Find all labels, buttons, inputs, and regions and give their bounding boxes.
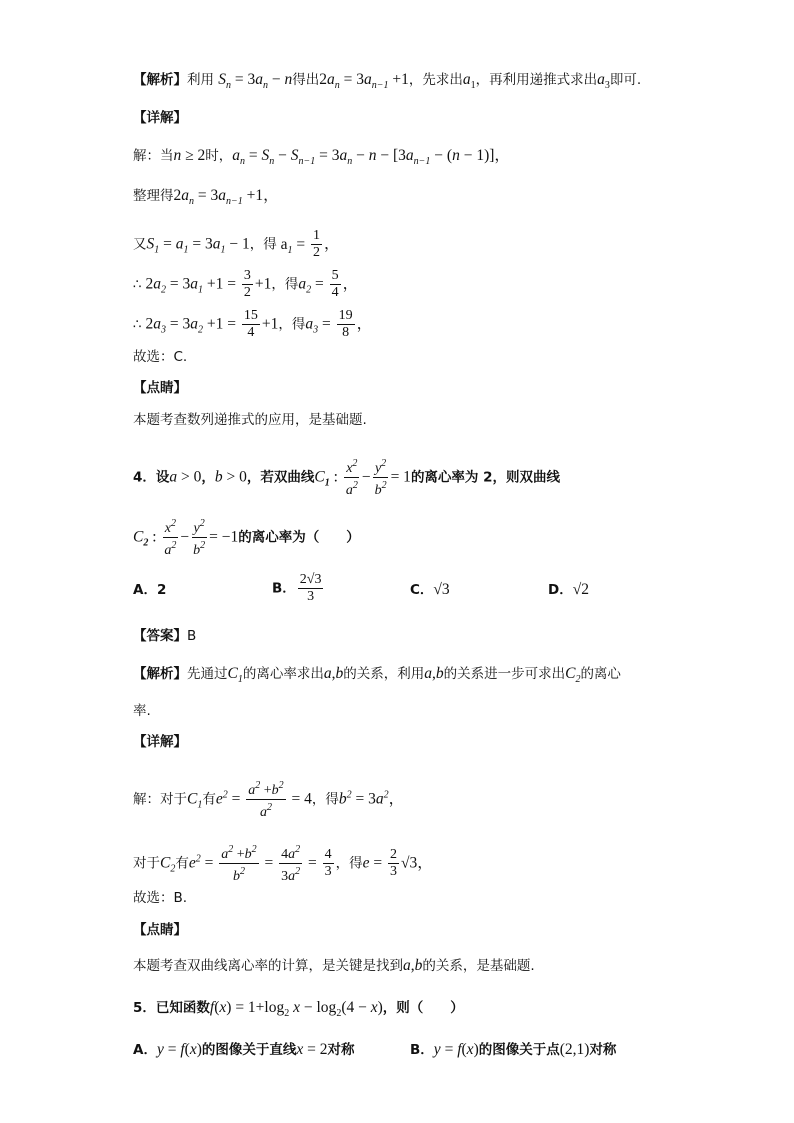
analysis-tag: 【解析】 [133, 72, 187, 88]
q4-analysis-line-1: 【解析】先通过$C_1$的离心率求出a,b的关系，利用a,b的关系进一步可求出$C_2$的离心 [133, 665, 621, 685]
analysis-line: 【解析】利用 $S_n = 3a_n - n$得出$2a_n = 3a_{n-1} +1$，先求出$a_1$，再利用递推式求出$a_3$即可. [133, 71, 642, 91]
q5-option-b[interactable]: B．y = f(x)的图像关于点(2,1)对称 [410, 1041, 617, 1058]
solution-line-3: 又$S_1 = a_1 = 3a_1 - 1$，得 $a_1$ = $\frac{1}{2}$ ， [133, 228, 340, 260]
q4-detail-tag: 【详解】 [133, 734, 187, 750]
q4-stem-line-2: $C_2$ : $\frac{x^2}{a^2}$ − $\frac{y^2}{b^2}$ = −1的离心率为（ ） [133, 518, 360, 558]
q5-option-a[interactable]: A．y = f(x)的图像关于直线x = 2对称 [133, 1041, 355, 1058]
choose-line: 故选：C. [133, 349, 188, 365]
q4-choose-line: 故选：B. [133, 890, 188, 906]
solution-line-2: 整理得$2a_n = 3a_{n-1} +1$， [133, 187, 279, 207]
q5-stem: 5．已知函数$f(x) = 1+\log_2$ $x - \log_2(4 - x)$，则（ ） [133, 999, 464, 1019]
comment-text: 本题考查数列递推式的应用，是基础题. [133, 412, 367, 428]
solution-line-4: ∴ $2a_2 = 3a_1 +1$ = $\frac{3}{2}$ +1，得$a_2$ = $\frac{5}{4}$ ， [133, 268, 359, 300]
q4-comment-text: 本题考查双曲线离心率的计算，是关键是找到a,b的关系，是基础题. [133, 957, 535, 974]
q4-analysis-line-2: 率. [133, 703, 151, 719]
solution-line-5: ∴ $2a_3 = 3a_2 +1$ = $\frac{15}{4}$ +1，得$a_3$ = $\frac{19}{8}$ ， [133, 308, 373, 340]
q4-comment-tag: 【点睛】 [133, 922, 187, 938]
q4-option-d[interactable]: D．√2 [548, 581, 589, 598]
q4-option-b[interactable]: B． $\frac{2√3}{3}$ [272, 572, 322, 604]
q4-solution-line-2: 对于$C_2$有$e^2$ = $\frac{a^2 +b^2}{b^2}$ = $\frac{4a^2}{3a^2}$ = $\frac{4}{3}$ ，得e = $\frac{2}{3}$ √3， [133, 844, 433, 884]
q4-solution-line-1: 解：对于$C_1$有$e^2$ = $\frac{a^2 +b^2}{a^2}$ = 4，得$b^2 = 3a^2$， [133, 780, 405, 820]
detail-tag: 【详解】 [133, 110, 187, 126]
q4-option-a[interactable]: A．2 [133, 582, 167, 598]
q4-answer-line: 【答案】B [133, 628, 197, 644]
solution-line-1: 解：当n ≥ 2时，$a_n = S_n - S_{n-1} = 3a_n - n - [3a_{n-1} - (n - 1)]$， [133, 147, 510, 167]
comment-tag: 【点睛】 [133, 380, 187, 396]
q4-option-c[interactable]: C．√3 [410, 581, 450, 598]
q4-answer: B [187, 628, 197, 644]
q4-stem-line-1: 4．设a > 0，b > 0，若双曲线$C_1$ : $\frac{x^2}{a^2}$ − $\frac{y^2}{b^2}$ = 1的离心率为 2，则双曲线 [133, 458, 561, 498]
